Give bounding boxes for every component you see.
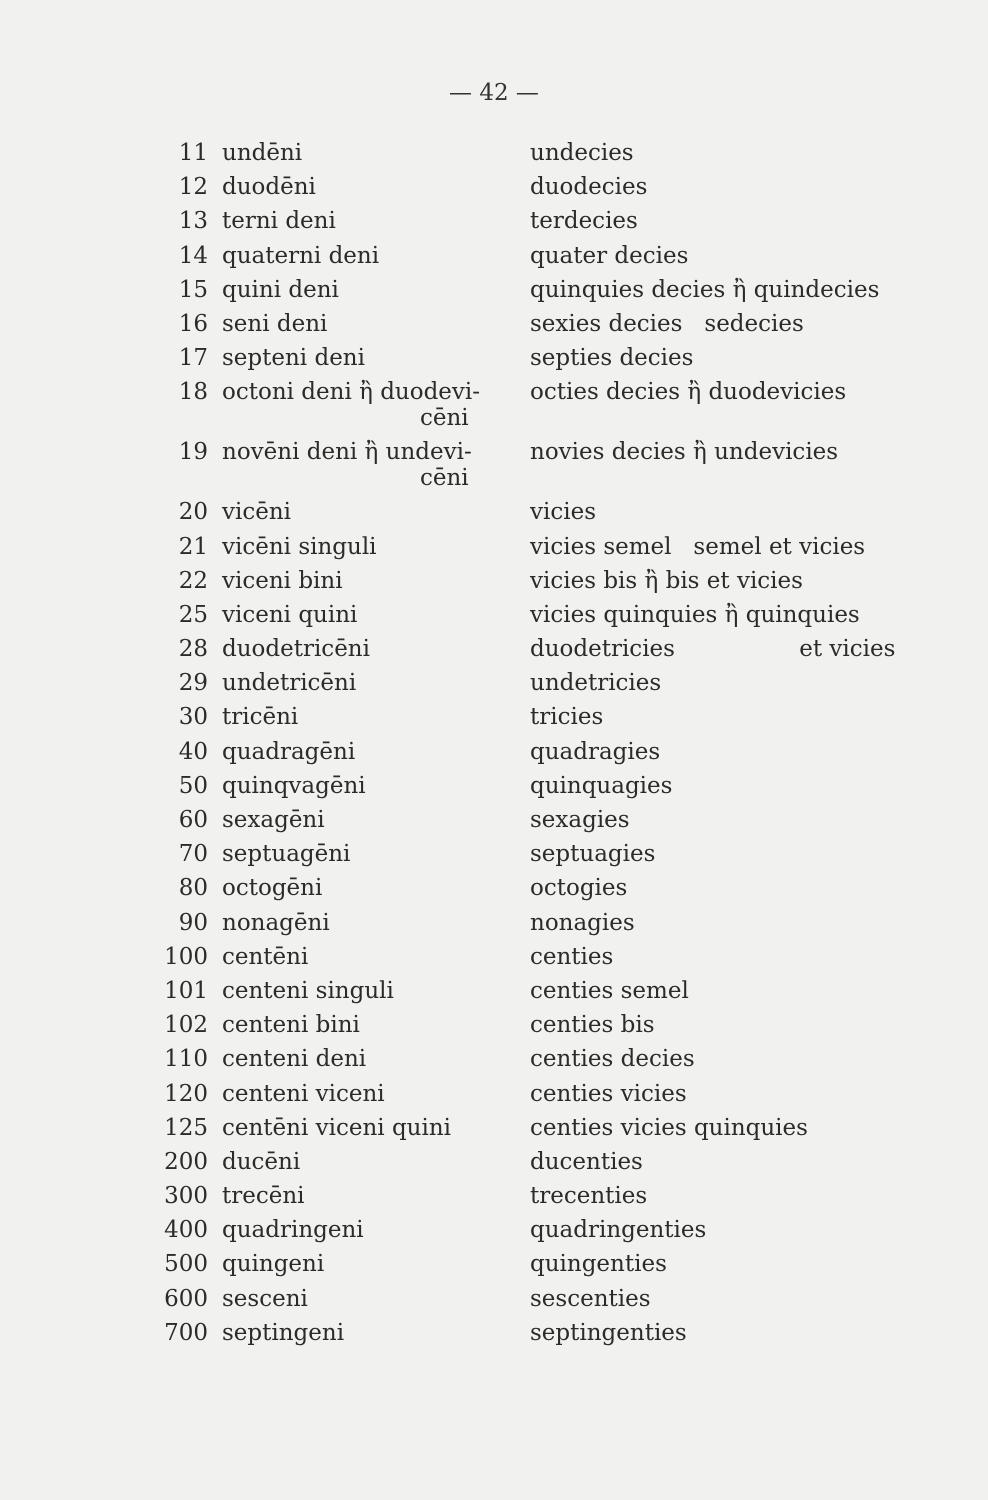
multiplicative-adverb: undetricies [530, 670, 662, 697]
multiplicative-adverb: centies semel [530, 977, 689, 1004]
distributive-numeral: quadringeni [222, 1217, 364, 1244]
numeral-number: 101 [164, 977, 208, 1004]
distributive-numeral-continuation: cēni [420, 405, 469, 432]
numeral-number: 19 [178, 439, 208, 466]
numeral-row [0, 598, 988, 632]
numeral-number: 500 [164, 1251, 208, 1278]
multiplicative-adverb: vicies quinquies ἢ quinquies [530, 601, 860, 628]
distributive-numeral: terni deni [222, 208, 336, 235]
numeral-number: 700 [164, 1319, 208, 1346]
numeral-number: 120 [164, 1080, 208, 1107]
distributive-numeral: quini deni [222, 276, 339, 303]
multiplicative-adverb: septies decies [530, 345, 694, 372]
distributive-numeral: viceni bini [222, 567, 343, 594]
distributive-numeral: undēni [222, 140, 303, 166]
distributive-numeral: quaterni deni [222, 242, 380, 269]
multiplicative-adverb: centies vicies quinquies [530, 1114, 808, 1141]
numeral-row [0, 1042, 988, 1076]
numeral-number: 100 [164, 943, 208, 970]
numeral-number: 29 [178, 670, 208, 697]
numeral-number: 30 [178, 704, 208, 731]
numeral-row [0, 871, 988, 905]
numeral-number: 11 [178, 140, 208, 166]
multiplicative-adverb: octies decies ἢ duodevicies [530, 379, 847, 406]
numeral-number: 21 [178, 533, 208, 560]
numeral-number: 200 [164, 1148, 208, 1175]
numeral-row [0, 1179, 988, 1213]
numeral-number: 125 [164, 1114, 208, 1141]
multiplicative-adverb: quinquies decies ἢ quindecies [530, 276, 880, 303]
numeral-number: 25 [178, 601, 208, 628]
multiplicative-adverb: vicies [530, 499, 597, 526]
numeral-row [0, 632, 988, 666]
distributive-numeral-continuation: cēni [420, 465, 469, 492]
distributive-numeral: sexagēni [222, 807, 325, 833]
numeral-number: 15 [178, 276, 208, 303]
numeral-number: 13 [178, 208, 208, 235]
numeral-number: 16 [178, 310, 208, 337]
distributive-numeral: quinqvagēni [222, 772, 366, 799]
distributive-numeral: sesceni [222, 1285, 308, 1312]
numeral-row [0, 136, 988, 170]
numeral-row [0, 307, 988, 341]
distributive-numeral: octogēni [222, 875, 323, 902]
numeral-row [0, 906, 988, 940]
numeral-row [0, 1077, 988, 1111]
multiplicative-adverb: terdecies [530, 208, 638, 235]
distributive-numeral: undetricēni [222, 670, 357, 697]
multiplicative-adverb: centies [530, 943, 614, 970]
multiplicative-adverb: trecenties [530, 1183, 648, 1210]
multiplicative-adverb: novies decies ἢ undevicies [530, 439, 839, 466]
distributive-numeral: centeni bini [222, 1012, 360, 1039]
numeral-row [0, 837, 988, 871]
distributive-numeral: centeni deni [222, 1046, 367, 1073]
numeral-row [0, 1213, 988, 1247]
distributive-numeral: octoni deni ἢ duodevi- [222, 379, 481, 406]
numeral-number: 600 [164, 1285, 208, 1312]
numeral-row [0, 170, 988, 204]
numeral-number: 22 [178, 567, 208, 594]
numeral-row [0, 530, 988, 564]
multiplicative-adverb: quater decies [530, 242, 689, 269]
numeral-number: 60 [178, 807, 208, 833]
multiplicative-adverb: quadragies [530, 738, 661, 765]
distributive-numeral: ducēni [222, 1148, 301, 1175]
numeral-row [0, 735, 988, 769]
distributive-numeral: septuagēni [222, 841, 351, 868]
multiplicative-adverb: vicies bis ἢ bis et vicies [530, 567, 803, 594]
numeral-number: 18 [178, 379, 208, 406]
multiplicative-adverb: quadringenties [530, 1217, 707, 1244]
numeral-number: 40 [178, 738, 208, 765]
multiplicative-adverb: nonagies [530, 909, 635, 936]
numeral-number: 70 [178, 841, 208, 868]
multiplicative-adverb: sexagies [530, 807, 630, 833]
distributive-numeral: trecēni [222, 1183, 305, 1210]
distributive-numeral: nonagēni [222, 909, 330, 936]
distributive-numeral: septeni deni [222, 345, 365, 372]
distributive-numeral: centeni viceni [222, 1080, 385, 1107]
numeral-row [0, 1008, 988, 1042]
distributive-numeral: duodēni [222, 174, 316, 201]
numeral-row [0, 700, 988, 734]
numeral-row [0, 1282, 988, 1316]
multiplicative-adverb: quingenties [530, 1251, 667, 1278]
page-number: — 42 — [449, 80, 539, 106]
numeral-number: 90 [178, 909, 208, 936]
numeral-number: 17 [178, 345, 208, 372]
numeral-number: 50 [178, 772, 208, 799]
numeral-row [0, 666, 988, 700]
numeral-row [0, 769, 988, 803]
distributive-numeral: vicēni [222, 499, 292, 526]
numeral-number: 14 [178, 242, 208, 269]
numeral-number: 12 [178, 174, 208, 201]
distributive-numeral: septingeni [222, 1319, 345, 1346]
distributive-numeral: quadragēni [222, 738, 356, 765]
numeral-row [0, 495, 988, 529]
numeral-row [0, 435, 988, 495]
distributive-numeral: centēni [222, 943, 309, 970]
distributive-numeral: novēni deni ἢ undevi- [222, 439, 472, 466]
numeral-table [0, 136, 988, 1350]
distributive-numeral: centēni viceni quini [222, 1114, 452, 1141]
multiplicative-adverb: duodetricies et vicies [530, 636, 896, 663]
numeral-number: 28 [178, 636, 208, 663]
distributive-numeral: seni deni [222, 310, 328, 337]
numeral-number: 110 [164, 1046, 208, 1073]
numeral-row [0, 1145, 988, 1179]
multiplicative-adverb: centies decies [530, 1046, 695, 1073]
numeral-row [0, 1247, 988, 1281]
numeral-row [0, 204, 988, 238]
numeral-row [0, 273, 988, 307]
multiplicative-adverb: ducenties [530, 1148, 643, 1175]
multiplicative-adverb: undecies [530, 140, 634, 166]
multiplicative-adverb: centies bis [530, 1012, 655, 1039]
multiplicative-adverb: vicies semel semel et vicies [530, 533, 866, 560]
distributive-numeral: quingeni [222, 1251, 325, 1278]
multiplicative-adverb: septuagies [530, 841, 656, 868]
multiplicative-adverb: centies vicies [530, 1080, 687, 1107]
multiplicative-adverb: tricies [530, 704, 604, 731]
numeral-row [0, 1111, 988, 1145]
numeral-row [0, 341, 988, 375]
numeral-row [0, 803, 988, 837]
numeral-row [0, 940, 988, 974]
numeral-row [0, 974, 988, 1008]
numeral-number: 20 [178, 499, 208, 526]
numeral-row [0, 564, 988, 598]
multiplicative-adverb: quinquagies [530, 772, 673, 799]
distributive-numeral: centeni singuli [222, 977, 394, 1004]
numeral-number: 400 [164, 1217, 208, 1244]
numeral-row [0, 1316, 988, 1350]
multiplicative-adverb: sescenties [530, 1285, 651, 1312]
distributive-numeral: vicēni singuli [222, 533, 377, 560]
multiplicative-adverb: sexies decies sedecies [530, 310, 804, 337]
numeral-number: 102 [164, 1012, 208, 1039]
multiplicative-adverb: septingenties [530, 1319, 687, 1346]
numeral-number: 80 [178, 875, 208, 902]
multiplicative-adverb: duodecies [530, 174, 648, 201]
distributive-numeral: duodetricēni [222, 636, 370, 663]
numeral-number: 300 [164, 1183, 208, 1210]
numeral-row [0, 375, 988, 435]
multiplicative-adverb: octogies [530, 875, 628, 902]
distributive-numeral: tricēni [222, 704, 299, 731]
numeral-row [0, 239, 988, 273]
distributive-numeral: viceni quini [222, 601, 358, 628]
